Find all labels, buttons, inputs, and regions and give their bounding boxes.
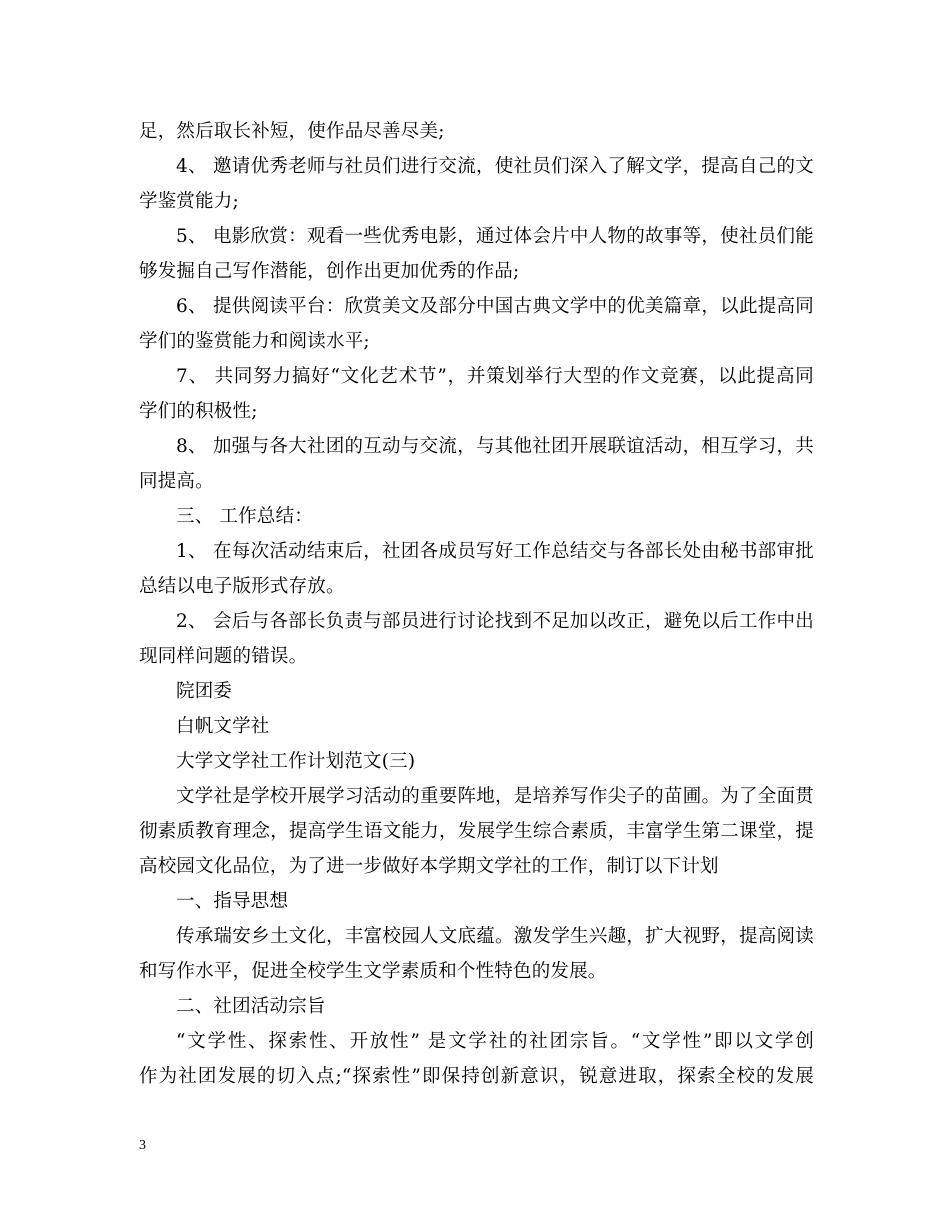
text-line: 8、 加强与各大社团的互动与交流，与其他社团开展联谊活动，相互学习，共 — [176, 436, 814, 457]
text-line: 足，然后取长补短，使作品尽善尽美; — [139, 121, 445, 142]
text-line: 学鉴赏能力; — [139, 191, 239, 212]
text-line: 彻素质教育理念，提高学生语文能力，发展学生综合素质，丰富学生第二课堂，提 — [139, 821, 814, 842]
text-line: 1、 在每次活动结束后，社团各成员写好工作总结交与各部长处由秘书部审批 — [176, 541, 814, 562]
text-line: 2、 会后与各部长负责与部员进行讨论找到不足加以改正，避免以后工作中出 — [176, 611, 814, 632]
page-number: 3 — [139, 1138, 146, 1153]
text-line: 够发掘自己写作潜能，创作出更加优秀的作品; — [139, 261, 520, 282]
text-line: 白帆文学社 — [176, 716, 270, 737]
text-line: 作为社团发展的切入点;“探索性”即保持创新意识，锐意进取，探索全校的发展 — [139, 1066, 814, 1087]
text-line: 文学社是学校开展学习活动的重要阵地，是培养写作尖子的苗圃。为了全面贯 — [176, 786, 814, 807]
text-line: 学们的积极性; — [139, 401, 258, 422]
text-line: 高校园文化品位，为了进一步做好本学期文学社的工作，制订以下计划 — [139, 856, 719, 877]
text-line: 同提高。 — [139, 471, 214, 492]
text-line: 现同样问题的错误。 — [139, 646, 308, 667]
text-line: 一、指导思想 — [176, 891, 289, 912]
text-line: 二、社团活动宗旨 — [176, 996, 326, 1017]
text-line: 总结以电子版形式存放。 — [139, 576, 345, 597]
text-line: 传承瑞安乡土文化，丰富校园人文底蕴。激发学生兴趣，扩大视野，提高阅读 — [176, 926, 814, 947]
text-line: 学们的鉴赏能力和阅读水平; — [139, 331, 370, 352]
text-line: 4、 邀请优秀老师与社员们进行交流，使社员们深入了解文学，提高自己的文 — [176, 156, 814, 177]
text-line: 院团委 — [176, 681, 233, 702]
text-line: 6、 提供阅读平台：欣赏美文及部分中国古典文学中的优美篇章，以此提高同 — [176, 296, 814, 317]
text-line: 5、 电影欣赏：观看一些优秀电影，通过体会片中人物的故事等，使社员们能 — [176, 226, 814, 247]
text-line: 大学文学社工作计划范文(三) — [176, 751, 416, 772]
document-body — [139, 114, 814, 1094]
text-line: 和写作水平，促进全校学生文学素质和个性特色的发展。 — [139, 961, 607, 982]
text-line: 三、 工作总结： — [176, 506, 313, 527]
text-line: 7、 共同努力搞好“文化艺术节”，并策划举行大型的作文竞赛，以此提高同 — [176, 366, 814, 387]
text-line: “文学性、探索性、开放性” 是文学社的社团宗旨。“文学性”即以文学创 — [176, 1031, 814, 1052]
